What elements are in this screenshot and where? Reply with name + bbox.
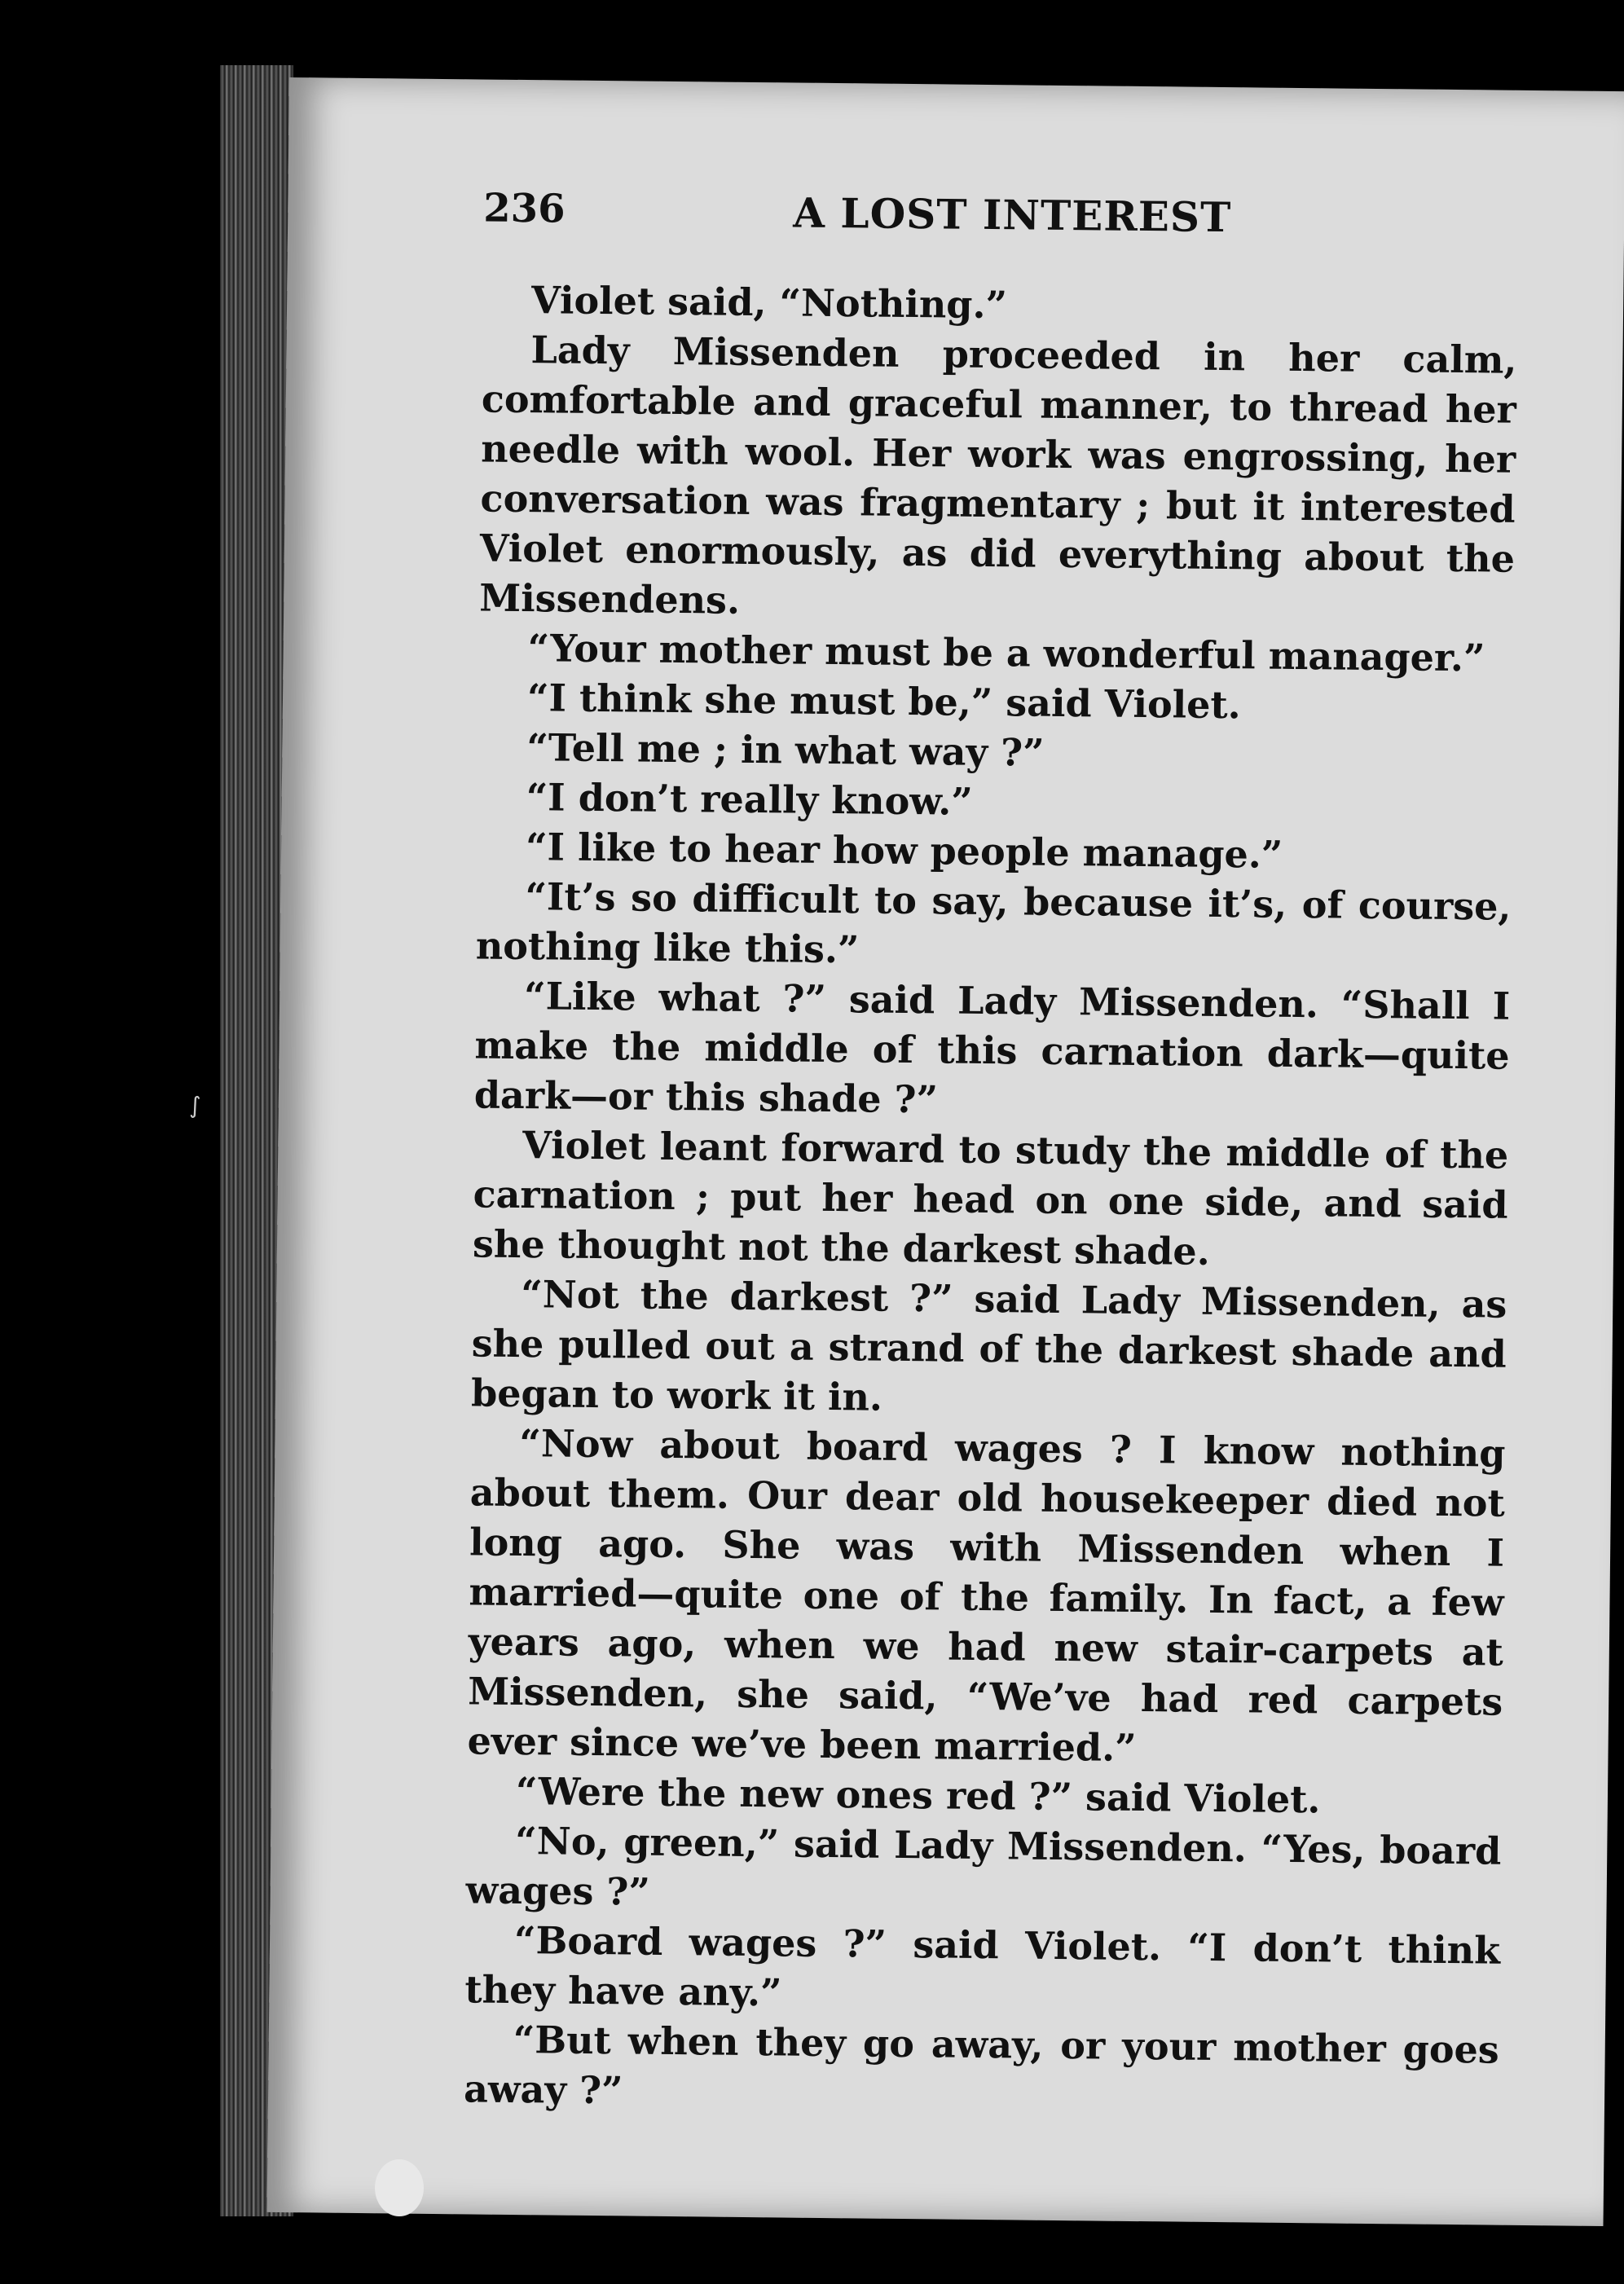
book-title: A LOST INTEREST — [792, 188, 1232, 242]
running-head — [483, 186, 1519, 262]
paragraph: “Like what ?” said Lady Missenden. “Shall I make the middle of this carnation dark—quite dark—or this shade ?” — [473, 974, 1511, 1122]
page-number: 236 — [483, 185, 566, 232]
paragraph: “No, green,” said Lady Missenden. “Yes, board wages ?” — [465, 1819, 1502, 1914]
paragraph: “Your mother must be a wonderful manager.” — [527, 626, 1485, 680]
paper-blemish — [375, 2159, 424, 2216]
paragraph: “It’s so difficult to say, because it’s, of course, nothing like this.” — [475, 874, 1512, 972]
paragraph: Lady Missenden proceeded in her calm, comfortable and graceful manner, to thread her needle with wool. Her work was engrossing, her conversation was fragmentary ; but it interested Violet enormously, as did everything about the Missendens. — [479, 328, 1517, 623]
paragraph: “I don’t really know.” — [526, 775, 974, 824]
paragraph: “Board wages ?” said Violet. “I don’t think they have any.” — [464, 1918, 1501, 2015]
paragraph: “Now about board wages ? I know nothing about them. Our dear old housekeeper died not long ago. She was with Missenden when I married—quite one of the family. In fact, a few years ago, when we had new stair-carpets at Missenden, she said, “We’ve had red carpets ever since we’ve been married.” — [467, 1421, 1506, 1770]
paragraph: “Not the darkest ?” said Lady Missenden, as she pulled out a strand of the darkest shade and began to work it in. — [470, 1272, 1507, 1419]
margin-tick-mark: ∫ — [189, 1092, 201, 1119]
page-sheet — [267, 77, 1624, 2226]
body-text — [464, 275, 1518, 2125]
paragraph: “I think she must be,” said Violet. — [526, 676, 1241, 728]
paragraph: Violet leant forward to study the middle of the carnation ; put her head on one side, and said she thought not the darkest shade. — [472, 1123, 1509, 1274]
paragraph: “Were the new ones red ?” said Violet. — [515, 1769, 1321, 1822]
paragraph: “I like to hear how people manage.” — [525, 825, 1283, 877]
paragraph: Violet said, “Nothing.” — [530, 278, 1008, 328]
paragraph: “Tell me ; in what way ?” — [526, 725, 1045, 775]
paragraph: “But when they go away, or your mother goes away ?” — [463, 2018, 1500, 2113]
page-content — [464, 186, 1519, 2125]
